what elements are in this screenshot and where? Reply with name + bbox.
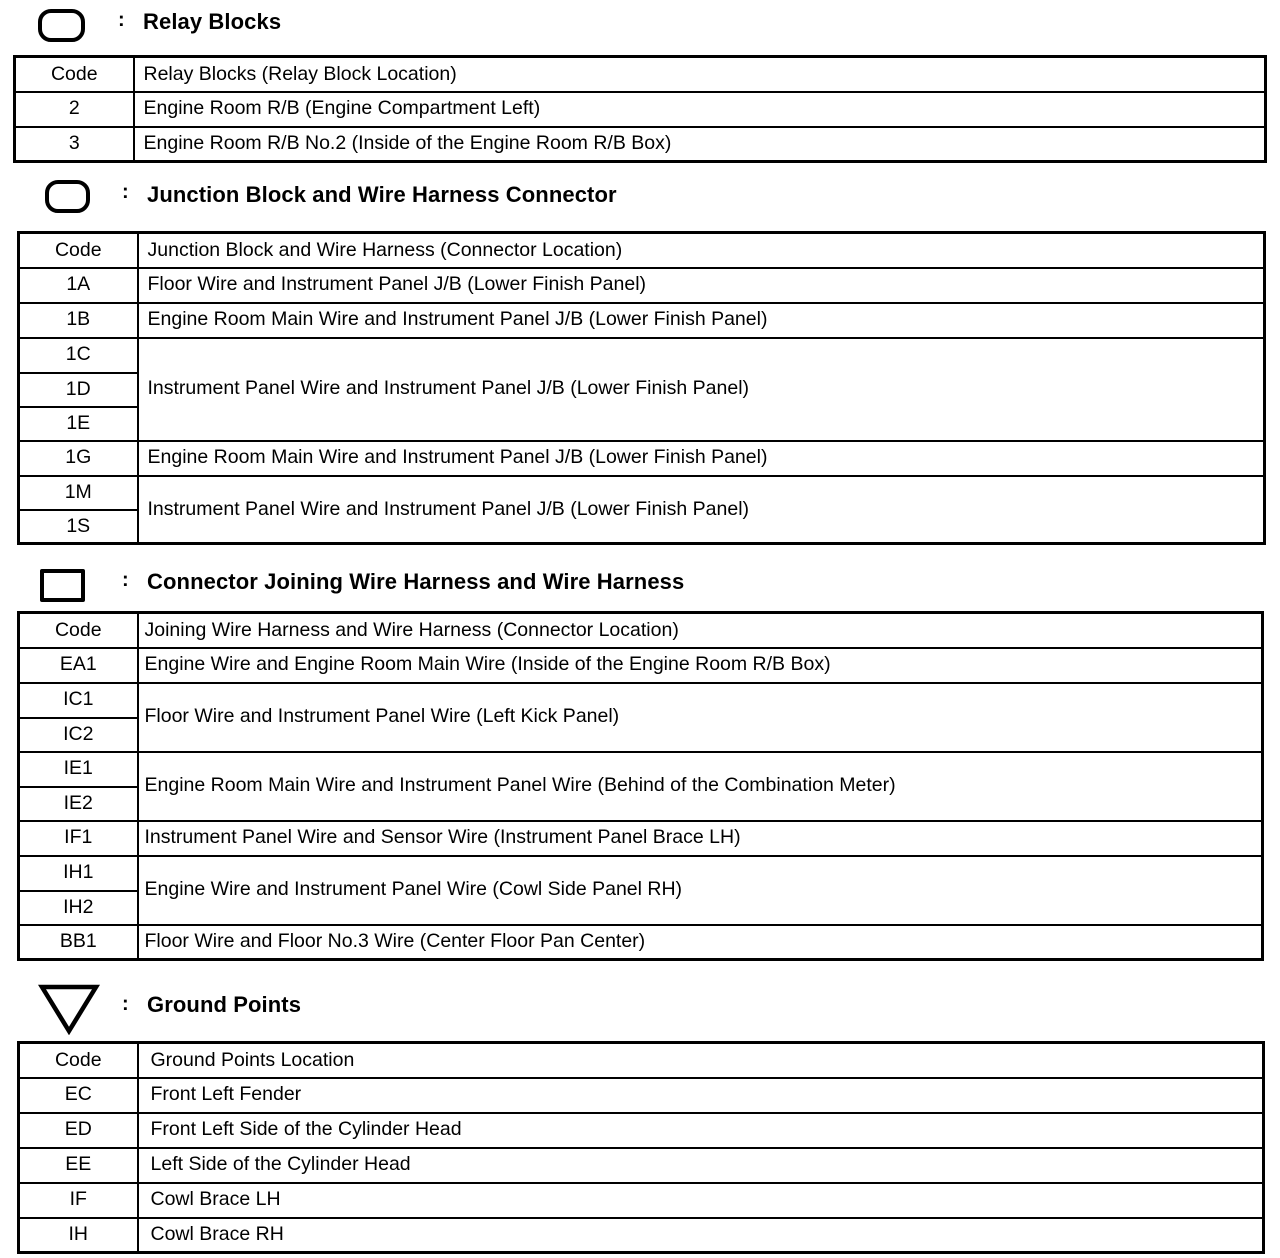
code-cell: 2 <box>15 92 134 127</box>
table-row <box>19 1183 1264 1218</box>
relay-blocks-heading <box>0 0 1280 44</box>
ground-triangle-icon <box>38 983 100 1035</box>
table-header-row <box>19 233 1265 268</box>
code-cell: IE1 <box>19 752 138 787</box>
relay-blocks-colon: : <box>118 9 125 31</box>
code-cell: IH <box>19 1218 138 1253</box>
code-cell: 1G <box>19 441 138 476</box>
location-cell: Engine Wire and Engine Room Main Wire (Inside of the Engine Room R/B Box) <box>138 648 1263 683</box>
table-row <box>19 338 1265 373</box>
code-cell: EE <box>19 1148 138 1183</box>
junction-block-title: Junction Block and Wire Harness Connector <box>147 182 617 207</box>
location-header: Relay Blocks (Relay Block Location) <box>134 57 1266 92</box>
location-cell: Left Side of the Cylinder Head <box>138 1148 1264 1183</box>
table-row <box>19 303 1265 338</box>
table-row <box>19 683 1263 718</box>
table-header-row <box>19 613 1263 648</box>
table-row <box>19 1148 1264 1183</box>
location-cell: Instrument Panel Wire and Instrument Panel J/B (Lower Finish Panel) <box>138 476 1265 544</box>
relay-block-symbol-icon <box>38 9 85 42</box>
location-cell: Cowl Brace RH <box>138 1218 1264 1253</box>
code-cell: IE2 <box>19 787 138 821</box>
table-row <box>19 752 1263 787</box>
location-cell: Cowl Brace LH <box>138 1183 1264 1218</box>
code-header: Code <box>19 233 138 268</box>
table-row <box>15 92 1266 127</box>
code-cell: 1E <box>19 407 138 441</box>
connector-heading <box>0 560 1280 604</box>
code-cell: IF1 <box>19 821 138 856</box>
code-cell: IC2 <box>19 718 138 752</box>
relay-blocks-title: Relay Blocks <box>143 9 282 34</box>
connector-table <box>17 611 1264 961</box>
code-cell: IC1 <box>19 683 138 718</box>
ground-points-table <box>17 1041 1265 1254</box>
ground-points-colon: : <box>122 993 129 1015</box>
table-row <box>19 476 1265 510</box>
location-cell: Engine Room R/B No.2 (Inside of the Engine Room R/B Box) <box>134 127 1266 162</box>
table-row <box>19 441 1265 476</box>
code-cell: IH1 <box>19 856 138 891</box>
location-header: Ground Points Location <box>138 1043 1264 1078</box>
location-cell: Front Left Fender <box>138 1078 1264 1113</box>
location-header: Junction Block and Wire Harness (Connector Location) <box>138 233 1265 268</box>
table-header-row <box>19 1043 1264 1078</box>
location-cell: Instrument Panel Wire and Instrument Panel J/B (Lower Finish Panel) <box>138 338 1265 441</box>
location-header: Joining Wire Harness and Wire Harness (Connector Location) <box>138 613 1263 648</box>
junction-block-table <box>17 231 1266 545</box>
ground-points-heading <box>0 980 1280 1024</box>
code-cell: 1M <box>19 476 138 510</box>
location-cell: Instrument Panel Wire and Sensor Wire (Instrument Panel Brace LH) <box>138 821 1263 856</box>
table-row <box>19 1218 1264 1253</box>
code-cell: BB1 <box>19 925 138 960</box>
location-cell: Floor Wire and Instrument Panel J/B (Lower Finish Panel) <box>138 268 1265 303</box>
location-cell: Floor Wire and Instrument Panel Wire (Left Kick Panel) <box>138 683 1263 752</box>
code-header: Code <box>19 613 138 648</box>
code-cell: 1A <box>19 268 138 303</box>
junction-block-colon: : <box>122 181 129 203</box>
connector-colon: : <box>122 569 129 591</box>
location-cell: Engine Room Main Wire and Instrument Panel Wire (Behind of the Combination Meter) <box>138 752 1263 821</box>
junction-block-symbol-icon <box>45 180 90 213</box>
location-cell: Engine Room Main Wire and Instrument Panel J/B (Lower Finish Panel) <box>138 303 1265 338</box>
table-row <box>19 925 1263 960</box>
table-row <box>19 648 1263 683</box>
connector-symbol-icon <box>40 569 85 602</box>
code-cell: 1D <box>19 373 138 407</box>
location-cell: Engine Wire and Instrument Panel Wire (Cowl Side Panel RH) <box>138 856 1263 925</box>
code-cell: 3 <box>15 127 134 162</box>
table-row <box>19 1113 1264 1148</box>
table-row <box>19 268 1265 303</box>
location-cell: Engine Room Main Wire and Instrument Panel J/B (Lower Finish Panel) <box>138 441 1265 476</box>
code-cell: 1S <box>19 510 138 544</box>
table-row <box>19 856 1263 891</box>
table-header-row <box>15 57 1266 92</box>
code-cell: IH2 <box>19 891 138 925</box>
location-cell: Front Left Side of the Cylinder Head <box>138 1113 1264 1148</box>
code-cell: 1C <box>19 338 138 373</box>
code-cell: EC <box>19 1078 138 1113</box>
relay-blocks-table <box>13 55 1267 163</box>
code-header: Code <box>15 57 134 92</box>
location-cell: Floor Wire and Floor No.3 Wire (Center Floor Pan Center) <box>138 925 1263 960</box>
location-cell: Engine Room R/B (Engine Compartment Left) <box>134 92 1266 127</box>
junction-block-heading <box>0 172 1280 216</box>
table-row <box>19 1078 1264 1113</box>
ground-points-title: Ground Points <box>147 992 302 1017</box>
code-cell: ED <box>19 1113 138 1148</box>
table-row <box>19 821 1263 856</box>
code-cell: 1B <box>19 303 138 338</box>
code-header: Code <box>19 1043 138 1078</box>
code-cell: IF <box>19 1183 138 1218</box>
code-cell: EA1 <box>19 648 138 683</box>
connector-title: Connector Joining Wire Harness and Wire Harness <box>147 569 685 594</box>
table-row <box>15 127 1266 162</box>
